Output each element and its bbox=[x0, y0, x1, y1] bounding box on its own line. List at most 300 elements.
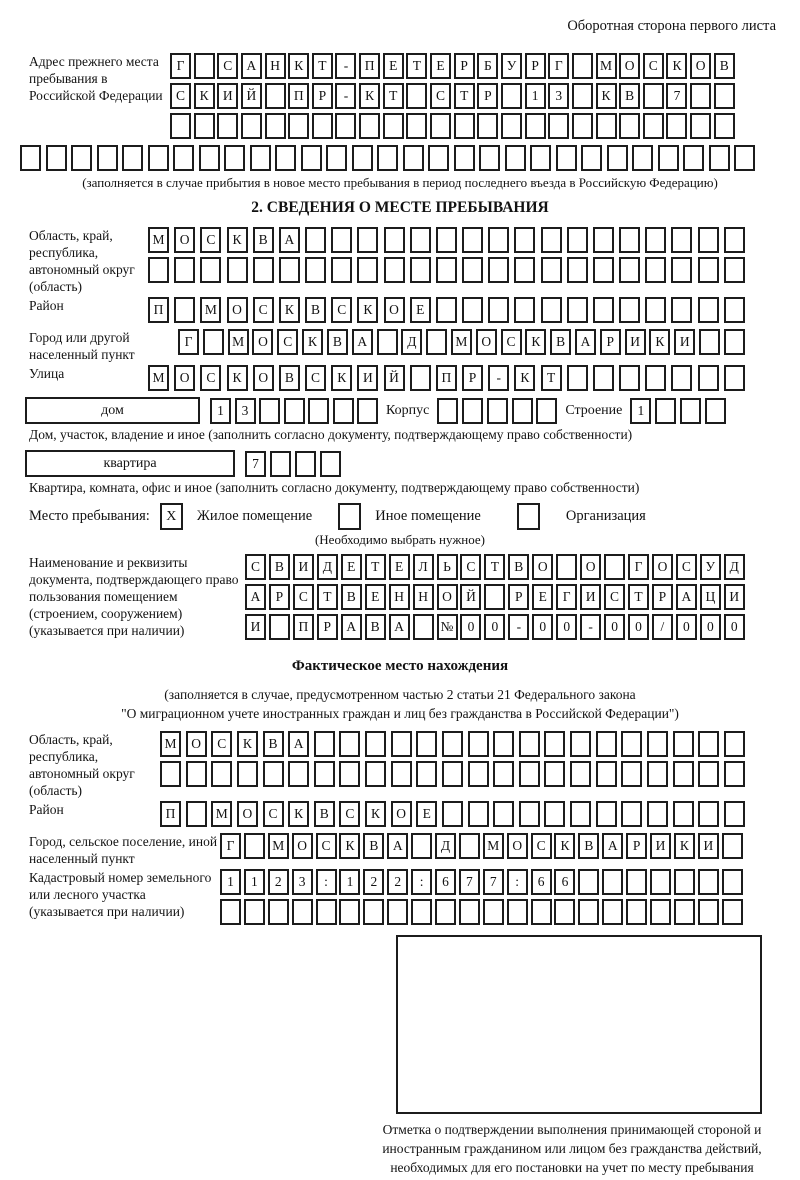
char-cell[interactable] bbox=[621, 731, 642, 757]
checkbox-organizaciya[interactable] bbox=[517, 503, 540, 530]
char-cell[interactable]: С bbox=[676, 554, 697, 580]
char-cell[interactable] bbox=[363, 899, 384, 925]
char-cell[interactable] bbox=[724, 329, 745, 355]
char-cell[interactable] bbox=[174, 297, 195, 323]
char-cell[interactable]: П bbox=[148, 297, 169, 323]
char-cell[interactable]: А bbox=[575, 329, 596, 355]
char-cell[interactable] bbox=[680, 398, 701, 424]
char-cell[interactable] bbox=[217, 113, 238, 139]
char-cell[interactable]: Т bbox=[383, 83, 404, 109]
char-cell[interactable] bbox=[621, 761, 642, 787]
char-cell[interactable] bbox=[211, 761, 232, 787]
char-cell[interactable]: Р bbox=[312, 83, 333, 109]
char-cell[interactable] bbox=[724, 761, 745, 787]
char-cell[interactable] bbox=[459, 833, 480, 859]
char-cell[interactable]: Й bbox=[460, 584, 481, 610]
char-cell[interactable]: К bbox=[365, 801, 386, 827]
char-cell[interactable] bbox=[519, 761, 540, 787]
char-cell[interactable] bbox=[698, 297, 719, 323]
char-cell[interactable] bbox=[578, 899, 599, 925]
char-cell[interactable] bbox=[673, 801, 694, 827]
char-cell[interactable] bbox=[519, 731, 540, 757]
char-cell[interactable] bbox=[391, 761, 412, 787]
char-cell[interactable]: И bbox=[293, 554, 314, 580]
char-cell[interactable] bbox=[593, 297, 614, 323]
char-cell[interactable] bbox=[525, 113, 546, 139]
char-cell[interactable] bbox=[454, 113, 475, 139]
char-cell[interactable]: О bbox=[252, 329, 273, 355]
char-cell[interactable]: Й bbox=[384, 365, 405, 391]
char-cell[interactable]: Й bbox=[241, 83, 262, 109]
char-cell[interactable] bbox=[487, 398, 508, 424]
char-cell[interactable]: О bbox=[532, 554, 553, 580]
char-cell[interactable] bbox=[357, 257, 378, 283]
char-cell[interactable] bbox=[442, 801, 463, 827]
char-cell[interactable] bbox=[621, 801, 642, 827]
char-cell[interactable]: О bbox=[384, 297, 405, 323]
char-cell[interactable] bbox=[548, 113, 569, 139]
char-cell[interactable]: К bbox=[194, 83, 215, 109]
char-cell[interactable] bbox=[416, 761, 437, 787]
char-cell[interactable]: А bbox=[389, 614, 410, 640]
char-cell[interactable] bbox=[462, 257, 483, 283]
char-cell[interactable]: В bbox=[341, 584, 362, 610]
char-cell[interactable] bbox=[377, 145, 398, 171]
char-cell[interactable]: А bbox=[387, 833, 408, 859]
char-cell[interactable]: 3 bbox=[235, 398, 256, 424]
char-cell[interactable]: Р bbox=[600, 329, 621, 355]
char-cell[interactable] bbox=[645, 257, 666, 283]
char-cell[interactable] bbox=[295, 451, 316, 477]
char-cell[interactable] bbox=[714, 113, 735, 139]
char-cell[interactable]: С bbox=[604, 584, 625, 610]
char-cell[interactable] bbox=[331, 257, 352, 283]
char-cell[interactable] bbox=[436, 257, 457, 283]
char-cell[interactable] bbox=[724, 257, 745, 283]
char-cell[interactable]: 1 bbox=[244, 869, 265, 895]
char-cell[interactable] bbox=[493, 731, 514, 757]
char-cell[interactable]: К bbox=[302, 329, 323, 355]
char-cell[interactable]: П bbox=[436, 365, 457, 391]
char-cell[interactable]: Р bbox=[454, 53, 475, 79]
char-cell[interactable] bbox=[200, 257, 221, 283]
char-cell[interactable] bbox=[426, 329, 447, 355]
char-cell[interactable]: Ь bbox=[437, 554, 458, 580]
char-cell[interactable]: А bbox=[241, 53, 262, 79]
char-cell[interactable]: Т bbox=[317, 584, 338, 610]
char-cell[interactable] bbox=[724, 365, 745, 391]
char-cell[interactable] bbox=[541, 227, 562, 253]
char-cell[interactable] bbox=[671, 257, 692, 283]
char-cell[interactable] bbox=[411, 899, 432, 925]
char-cell[interactable] bbox=[698, 801, 719, 827]
char-cell[interactable] bbox=[593, 365, 614, 391]
char-cell[interactable] bbox=[714, 83, 735, 109]
char-cell[interactable]: - bbox=[488, 365, 509, 391]
char-cell[interactable] bbox=[377, 329, 398, 355]
char-cell[interactable]: 1 bbox=[525, 83, 546, 109]
char-cell[interactable] bbox=[365, 761, 386, 787]
char-cell[interactable]: 0 bbox=[676, 614, 697, 640]
char-cell[interactable]: К bbox=[666, 53, 687, 79]
char-cell[interactable] bbox=[339, 899, 360, 925]
char-cell[interactable]: С bbox=[200, 365, 221, 391]
char-cell[interactable]: 7 bbox=[245, 451, 266, 477]
char-cell[interactable] bbox=[320, 451, 341, 477]
char-cell[interactable] bbox=[619, 365, 640, 391]
char-cell[interactable] bbox=[384, 227, 405, 253]
char-cell[interactable] bbox=[339, 761, 360, 787]
char-cell[interactable] bbox=[435, 899, 456, 925]
char-cell[interactable]: С bbox=[263, 801, 284, 827]
char-cell[interactable] bbox=[459, 899, 480, 925]
char-cell[interactable]: С bbox=[339, 801, 360, 827]
char-cell[interactable]: А bbox=[602, 833, 623, 859]
char-cell[interactable] bbox=[698, 227, 719, 253]
char-cell[interactable]: А bbox=[341, 614, 362, 640]
char-cell[interactable] bbox=[658, 145, 679, 171]
char-cell[interactable]: В bbox=[578, 833, 599, 859]
char-cell[interactable] bbox=[97, 145, 118, 171]
char-cell[interactable]: Г bbox=[628, 554, 649, 580]
char-cell[interactable] bbox=[536, 398, 557, 424]
char-cell[interactable] bbox=[411, 833, 432, 859]
char-cell[interactable] bbox=[292, 899, 313, 925]
char-cell[interactable]: С bbox=[170, 83, 191, 109]
char-cell[interactable] bbox=[671, 227, 692, 253]
char-cell[interactable]: С bbox=[253, 297, 274, 323]
char-cell[interactable] bbox=[514, 297, 535, 323]
char-cell[interactable] bbox=[437, 398, 458, 424]
char-cell[interactable]: А bbox=[676, 584, 697, 610]
char-cell[interactable] bbox=[288, 113, 309, 139]
char-cell[interactable] bbox=[160, 761, 181, 787]
char-cell[interactable]: Т bbox=[365, 554, 386, 580]
char-cell[interactable]: М bbox=[148, 365, 169, 391]
char-cell[interactable] bbox=[410, 257, 431, 283]
char-cell[interactable]: 7 bbox=[459, 869, 480, 895]
char-cell[interactable]: 1 bbox=[210, 398, 231, 424]
char-cell[interactable] bbox=[554, 899, 575, 925]
char-cell[interactable] bbox=[275, 145, 296, 171]
char-cell[interactable] bbox=[655, 398, 676, 424]
char-cell[interactable]: 0 bbox=[556, 614, 577, 640]
char-cell[interactable]: М bbox=[596, 53, 617, 79]
char-cell[interactable] bbox=[199, 145, 220, 171]
char-cell[interactable]: С bbox=[643, 53, 664, 79]
char-cell[interactable] bbox=[619, 257, 640, 283]
char-cell[interactable] bbox=[316, 899, 337, 925]
char-cell[interactable]: О bbox=[476, 329, 497, 355]
char-cell[interactable] bbox=[122, 145, 143, 171]
char-cell[interactable] bbox=[46, 145, 67, 171]
char-cell[interactable]: А bbox=[245, 584, 266, 610]
char-cell[interactable]: 2 bbox=[363, 869, 384, 895]
char-cell[interactable] bbox=[148, 145, 169, 171]
char-cell[interactable]: Л bbox=[413, 554, 434, 580]
char-cell[interactable] bbox=[477, 113, 498, 139]
char-cell[interactable] bbox=[305, 257, 326, 283]
char-cell[interactable] bbox=[734, 145, 755, 171]
char-cell[interactable]: - bbox=[335, 83, 356, 109]
char-cell[interactable] bbox=[507, 899, 528, 925]
char-cell[interactable]: Г bbox=[556, 584, 577, 610]
char-cell[interactable]: М bbox=[200, 297, 221, 323]
char-cell[interactable] bbox=[501, 113, 522, 139]
char-cell[interactable] bbox=[544, 761, 565, 787]
char-cell[interactable]: А bbox=[279, 227, 300, 253]
char-cell[interactable] bbox=[312, 113, 333, 139]
char-cell[interactable] bbox=[567, 297, 588, 323]
char-cell[interactable] bbox=[724, 227, 745, 253]
char-cell[interactable]: Р bbox=[269, 584, 290, 610]
char-cell[interactable]: 2 bbox=[387, 869, 408, 895]
char-cell[interactable] bbox=[698, 869, 719, 895]
char-cell[interactable] bbox=[406, 113, 427, 139]
char-cell[interactable] bbox=[454, 145, 475, 171]
char-cell[interactable] bbox=[428, 145, 449, 171]
char-cell[interactable]: 6 bbox=[435, 869, 456, 895]
char-cell[interactable]: Б bbox=[477, 53, 498, 79]
char-cell[interactable] bbox=[484, 584, 505, 610]
char-cell[interactable] bbox=[647, 761, 668, 787]
char-cell[interactable] bbox=[203, 329, 224, 355]
char-cell[interactable] bbox=[698, 257, 719, 283]
char-cell[interactable] bbox=[468, 761, 489, 787]
char-cell[interactable]: - bbox=[508, 614, 529, 640]
char-cell[interactable]: В bbox=[327, 329, 348, 355]
char-cell[interactable] bbox=[468, 801, 489, 827]
char-cell[interactable]: В bbox=[305, 297, 326, 323]
char-cell[interactable]: С bbox=[211, 731, 232, 757]
char-cell[interactable] bbox=[468, 731, 489, 757]
char-cell[interactable]: В bbox=[714, 53, 735, 79]
char-cell[interactable]: К bbox=[227, 365, 248, 391]
char-cell[interactable]: Р bbox=[462, 365, 483, 391]
char-cell[interactable] bbox=[531, 899, 552, 925]
char-cell[interactable]: С bbox=[460, 554, 481, 580]
char-cell[interactable]: Г bbox=[548, 53, 569, 79]
char-cell[interactable]: И bbox=[580, 584, 601, 610]
char-cell[interactable] bbox=[650, 869, 671, 895]
char-cell[interactable]: И bbox=[245, 614, 266, 640]
char-cell[interactable]: Д bbox=[401, 329, 422, 355]
char-cell[interactable]: Н bbox=[389, 584, 410, 610]
char-cell[interactable] bbox=[593, 257, 614, 283]
char-cell[interactable] bbox=[71, 145, 92, 171]
char-cell[interactable] bbox=[699, 329, 720, 355]
char-cell[interactable]: П bbox=[359, 53, 380, 79]
char-cell[interactable]: И bbox=[674, 329, 695, 355]
char-cell[interactable]: С bbox=[277, 329, 298, 355]
char-cell[interactable]: О bbox=[174, 365, 195, 391]
char-cell[interactable] bbox=[567, 365, 588, 391]
char-cell[interactable]: 1 bbox=[339, 869, 360, 895]
char-cell[interactable]: У bbox=[501, 53, 522, 79]
char-cell[interactable]: 3 bbox=[548, 83, 569, 109]
char-cell[interactable] bbox=[671, 297, 692, 323]
char-cell[interactable] bbox=[326, 145, 347, 171]
char-cell[interactable]: С bbox=[293, 584, 314, 610]
char-cell[interactable]: Р bbox=[317, 614, 338, 640]
char-cell[interactable]: С bbox=[200, 227, 221, 253]
char-cell[interactable]: А bbox=[352, 329, 373, 355]
char-cell[interactable] bbox=[724, 731, 745, 757]
char-cell[interactable] bbox=[250, 145, 271, 171]
char-cell[interactable]: К bbox=[554, 833, 575, 859]
char-cell[interactable]: О bbox=[174, 227, 195, 253]
char-cell[interactable] bbox=[479, 145, 500, 171]
char-cell[interactable]: В bbox=[363, 833, 384, 859]
char-cell[interactable] bbox=[352, 145, 373, 171]
char-cell[interactable]: Т bbox=[541, 365, 562, 391]
char-cell[interactable] bbox=[314, 731, 335, 757]
char-cell[interactable] bbox=[645, 365, 666, 391]
char-cell[interactable] bbox=[357, 227, 378, 253]
char-cell[interactable] bbox=[570, 801, 591, 827]
char-cell[interactable] bbox=[514, 227, 535, 253]
char-cell[interactable] bbox=[406, 83, 427, 109]
char-cell[interactable]: И bbox=[357, 365, 378, 391]
char-cell[interactable]: К bbox=[357, 297, 378, 323]
char-cell[interactable]: К bbox=[227, 227, 248, 253]
char-cell[interactable]: - bbox=[580, 614, 601, 640]
char-cell[interactable] bbox=[724, 297, 745, 323]
char-cell[interactable] bbox=[698, 365, 719, 391]
char-cell[interactable] bbox=[722, 899, 743, 925]
char-cell[interactable]: Р bbox=[652, 584, 673, 610]
char-cell[interactable] bbox=[493, 801, 514, 827]
char-cell[interactable] bbox=[430, 113, 451, 139]
char-cell[interactable] bbox=[244, 899, 265, 925]
char-cell[interactable]: Д bbox=[724, 554, 745, 580]
char-cell[interactable] bbox=[173, 145, 194, 171]
char-cell[interactable]: 0 bbox=[532, 614, 553, 640]
char-cell[interactable]: М bbox=[148, 227, 169, 253]
char-cell[interactable]: О bbox=[237, 801, 258, 827]
char-cell[interactable]: М bbox=[211, 801, 232, 827]
char-cell[interactable]: 6 bbox=[531, 869, 552, 895]
char-cell[interactable]: О bbox=[652, 554, 673, 580]
char-cell[interactable]: Е bbox=[410, 297, 431, 323]
char-cell[interactable] bbox=[572, 113, 593, 139]
char-cell[interactable] bbox=[578, 869, 599, 895]
char-cell[interactable]: К bbox=[339, 833, 360, 859]
char-cell[interactable]: О bbox=[391, 801, 412, 827]
char-cell[interactable]: В bbox=[279, 365, 300, 391]
char-cell[interactable] bbox=[186, 761, 207, 787]
char-cell[interactable] bbox=[674, 899, 695, 925]
char-cell[interactable] bbox=[596, 801, 617, 827]
char-cell[interactable]: Е bbox=[389, 554, 410, 580]
char-cell[interactable] bbox=[20, 145, 41, 171]
char-cell[interactable]: О bbox=[580, 554, 601, 580]
char-cell[interactable] bbox=[709, 145, 730, 171]
char-cell[interactable] bbox=[698, 761, 719, 787]
char-cell[interactable]: Н bbox=[413, 584, 434, 610]
char-cell[interactable]: Е bbox=[430, 53, 451, 79]
char-cell[interactable]: С bbox=[305, 365, 326, 391]
char-cell[interactable] bbox=[416, 731, 437, 757]
char-cell[interactable]: М bbox=[160, 731, 181, 757]
char-cell[interactable]: С bbox=[430, 83, 451, 109]
char-cell[interactable] bbox=[602, 869, 623, 895]
char-cell[interactable] bbox=[259, 398, 280, 424]
char-cell[interactable]: Е bbox=[365, 584, 386, 610]
char-cell[interactable] bbox=[265, 83, 286, 109]
char-cell[interactable]: К bbox=[649, 329, 670, 355]
char-cell[interactable] bbox=[488, 227, 509, 253]
char-cell[interactable] bbox=[519, 801, 540, 827]
char-cell[interactable]: К bbox=[525, 329, 546, 355]
char-cell[interactable]: О bbox=[690, 53, 711, 79]
char-cell[interactable] bbox=[596, 761, 617, 787]
char-cell[interactable]: : bbox=[316, 869, 337, 895]
char-cell[interactable]: В bbox=[314, 801, 335, 827]
char-cell[interactable]: Е bbox=[383, 53, 404, 79]
char-cell[interactable] bbox=[556, 554, 577, 580]
char-cell[interactable] bbox=[284, 398, 305, 424]
char-cell[interactable] bbox=[488, 257, 509, 283]
char-cell[interactable]: 1 bbox=[630, 398, 651, 424]
char-cell[interactable]: К bbox=[288, 53, 309, 79]
char-cell[interactable] bbox=[244, 833, 265, 859]
char-cell[interactable] bbox=[619, 297, 640, 323]
char-cell[interactable] bbox=[570, 731, 591, 757]
char-cell[interactable]: 0 bbox=[700, 614, 721, 640]
char-cell[interactable]: 3 bbox=[292, 869, 313, 895]
char-cell[interactable]: В bbox=[269, 554, 290, 580]
char-cell[interactable] bbox=[279, 257, 300, 283]
char-cell[interactable] bbox=[308, 398, 329, 424]
char-cell[interactable]: М bbox=[483, 833, 504, 859]
char-cell[interactable] bbox=[357, 398, 378, 424]
char-cell[interactable] bbox=[462, 297, 483, 323]
char-cell[interactable]: И bbox=[724, 584, 745, 610]
char-cell[interactable]: 0 bbox=[628, 614, 649, 640]
char-cell[interactable] bbox=[384, 257, 405, 283]
char-cell[interactable] bbox=[674, 869, 695, 895]
char-cell[interactable]: Д bbox=[317, 554, 338, 580]
char-cell[interactable] bbox=[410, 365, 431, 391]
char-cell[interactable] bbox=[263, 761, 284, 787]
char-cell[interactable]: К bbox=[514, 365, 535, 391]
char-cell[interactable]: М bbox=[268, 833, 289, 859]
char-cell[interactable]: Е bbox=[341, 554, 362, 580]
char-cell[interactable]: С bbox=[501, 329, 522, 355]
char-cell[interactable] bbox=[148, 257, 169, 283]
char-cell[interactable]: Т bbox=[312, 53, 333, 79]
char-cell[interactable]: 0 bbox=[724, 614, 745, 640]
char-cell[interactable]: С bbox=[316, 833, 337, 859]
char-cell[interactable]: - bbox=[335, 53, 356, 79]
checkbox-zhiloe[interactable]: X bbox=[160, 503, 183, 530]
char-cell[interactable] bbox=[383, 113, 404, 139]
char-cell[interactable] bbox=[333, 398, 354, 424]
char-cell[interactable]: 1 bbox=[220, 869, 241, 895]
char-cell[interactable]: С bbox=[217, 53, 238, 79]
char-cell[interactable]: К bbox=[237, 731, 258, 757]
char-cell[interactable] bbox=[436, 227, 457, 253]
char-cell[interactable] bbox=[643, 83, 664, 109]
char-cell[interactable]: Е bbox=[532, 584, 553, 610]
char-cell[interactable] bbox=[174, 257, 195, 283]
char-cell[interactable] bbox=[220, 899, 241, 925]
char-cell[interactable] bbox=[442, 761, 463, 787]
char-cell[interactable]: : bbox=[507, 869, 528, 895]
char-cell[interactable] bbox=[567, 227, 588, 253]
char-cell[interactable] bbox=[265, 113, 286, 139]
